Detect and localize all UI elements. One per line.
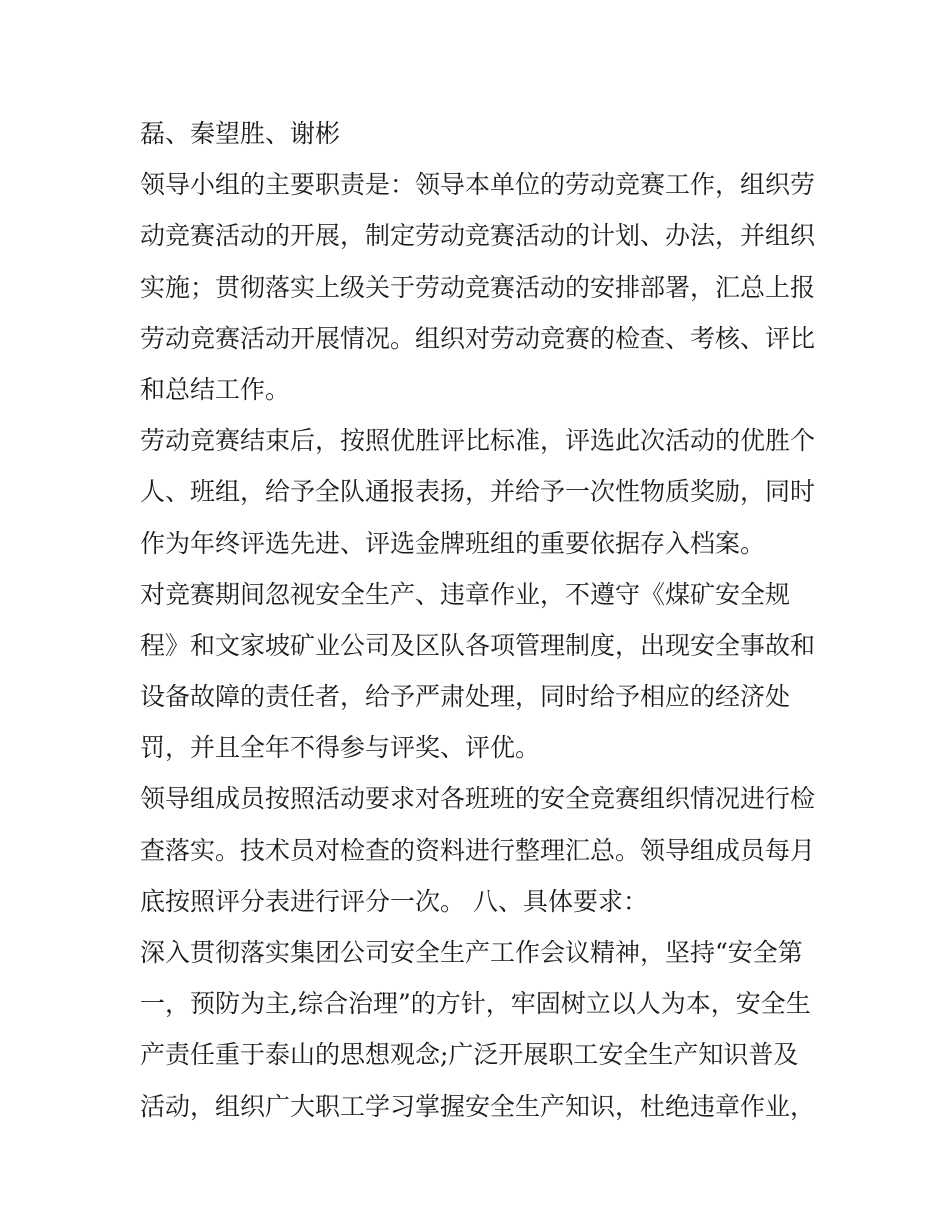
text-line: 劳动竞赛结束后，按照优胜评比标准，评选此次活动的优胜个 xyxy=(140,426,816,456)
text-line: 作为年终评选先进、评选金牌班组的重要依据存入档案。 xyxy=(140,528,766,558)
text-line: 人、班组，给予全队通报表扬，并给予一次性物质奖励，同时 xyxy=(140,477,816,507)
text-line: 领导小组的主要职责是：领导本单位的劳动竞赛工作，组织劳 xyxy=(140,170,816,200)
text-line: 磊、秦望胜、谢彬 xyxy=(140,119,341,148)
text-line: 一，预防为主,综合治理”的方针，牢固树立以人为本，安全生 xyxy=(140,989,811,1019)
text-line: 程》和文家坡矿业公司及区队各项管理制度，出现安全事故和 xyxy=(140,630,816,660)
text-line: 劳动竞赛活动开展情况。组织对劳动竞赛的检查、考核、评比 xyxy=(140,323,816,353)
document-body xyxy=(140,108,820,1132)
text-line: 设备故障的责任者，给予严肃处理，同时给予相应的经济处 xyxy=(140,682,791,712)
text-line: 和总结工作。 xyxy=(140,374,291,404)
text-line: 活动，组织广大职工学习掌握安全生产知识，杜绝违章作业， xyxy=(140,1091,816,1121)
text-line: 产责任重于泰山的思想观念;广泛开展职工安全生产知识普及 xyxy=(140,1040,799,1070)
text-line: 对竞赛期间忽视安全生产、违章作业，不遵守《煤矿安全规 xyxy=(140,579,791,609)
text-line: 领导组成员按照活动要求对各班班的安全竞赛组织情况进行检 xyxy=(140,784,816,814)
text-line: 查落实。技术员对检查的资料进行整理汇总。领导组成员每月 xyxy=(140,835,816,865)
text-line: 深入贯彻落实集团公司安全生产工作会议精神，坚持“安全第 xyxy=(140,938,803,967)
text-line: 底按照评分表进行评分一次。 八、具体要求： xyxy=(140,886,648,916)
text-line: 罚，并且全年不得参与评奖、评优。 xyxy=(140,733,541,763)
text-line: 动竞赛活动的开展，制定劳动竞赛活动的计划、办法，并组织 xyxy=(140,221,816,251)
text-line: 实施；贯彻落实上级关于劳动竞赛活动的安排部署，汇总上报 xyxy=(140,272,816,302)
